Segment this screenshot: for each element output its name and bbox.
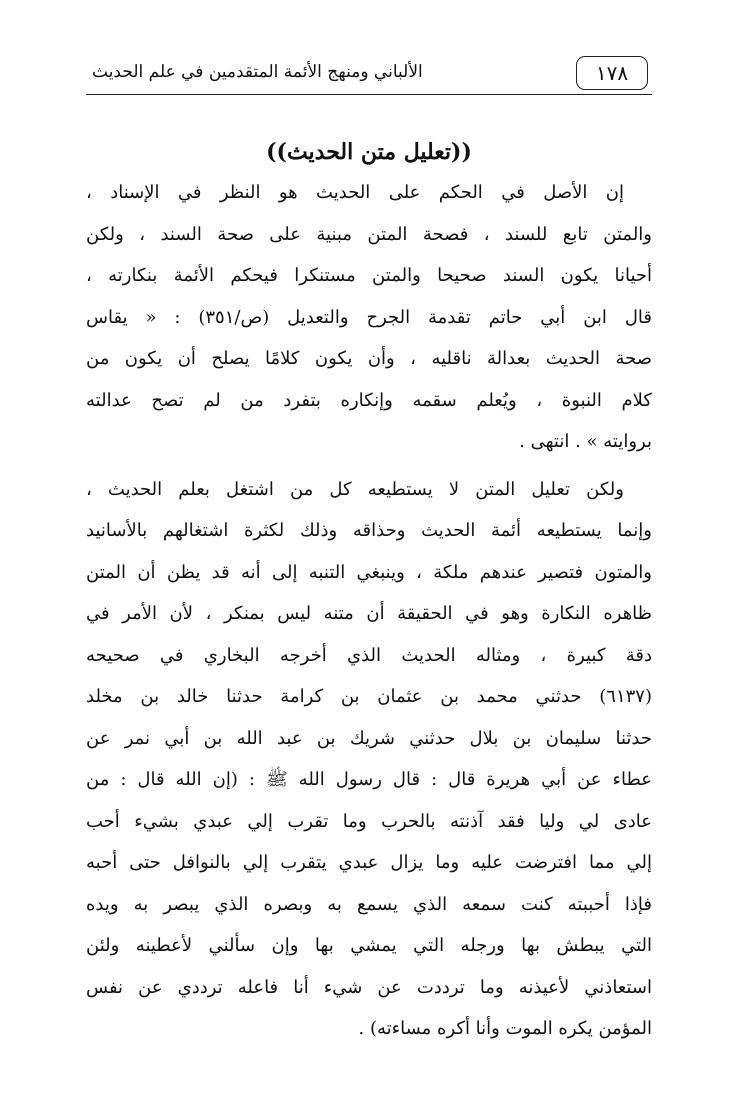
text-line: والمتون فتصير عندهم ملكة ، وينبغي التنبه إلى أنه قد يظن أن المتن: [86, 561, 652, 583]
text-line: التي يبطش بها ورجله التي يمشي بها وإن سألني لأعطينه ولئن: [86, 935, 652, 956]
running-header: [86, 52, 652, 98]
text-line: عطاء عن أبي هريرة قال : قال رسول الله ﷺ : (إن الله قال : من: [86, 769, 652, 790]
text-line: بروايته » . انتهى .: [519, 431, 652, 452]
header-divider: [86, 94, 652, 95]
text-line: والمتن تابع للسند ، فصحة المتن مبنية على صحة السند ، ولكن: [86, 223, 652, 245]
text-line: صحة الحديث بعدالة ناقليه ، وأن يكون كلامًا يصلح أن يكون من: [86, 348, 652, 369]
text-line: كلام النبوة ، ويُعلم سقمه وإنكاره بتفرد من لم تصح عدالته: [86, 389, 652, 411]
text-line: (٦١٣٧) حدثني محمد بن عثمان بن كرامة حدثنا خالد بن مخلد: [86, 686, 652, 707]
text-line: أحيانا يكون السند صحيحا والمتن مستنكرا فيحكم الأئمة بنكارته ،: [86, 265, 652, 286]
text-line: وإنما يستطيعه أئمة الحديث وحذاقه وذلك لكثرة اشتغالهم بالأسانيد: [86, 520, 652, 541]
text-line: إلي مما افترضت عليه وما يزال عبدي يتقرب إلي بالنوافل حتى أحبه: [86, 852, 652, 873]
paragraph-2: [86, 469, 652, 1050]
text-line: ظاهره النكارة وهو في الحقيقة أن متنه ليس بمنكر ، لأن الأمر في: [86, 603, 652, 624]
paragraph-1: [86, 172, 652, 463]
text-line: عادى لي وليا فقد آذنته بالحرب وما تقرب إلي عبدي بشيء أحب: [86, 810, 652, 832]
text-line: استعاذني لأعيذنه وما ترددت عن شيء أنا فاعله ترددي عن نفس: [86, 976, 652, 998]
text-line: فإذا أحببته كنت سمعه الذي يسمع به وبصره الذي يبصر به ويده: [86, 893, 652, 915]
running-header-title: الألباني ومنهج الأئمة المتقدمين في علم الحديث: [92, 62, 423, 82]
text-line: قال ابن أبي حاتم تقدمة الجرح والتعديل (ص/٣٥١) : « يقاس: [86, 306, 652, 328]
text-line: حدثنا سليمان بن بلال حدثني شريك بن عبد الله بن أبي نمر عن: [86, 727, 652, 749]
body-text: [86, 172, 652, 1050]
text-line: دقة كبيرة ، ومثاله الحديث الذي أخرجه البخاري في صحيحه: [86, 644, 652, 666]
text-line: ولكن تعليل المتن لا يستطيعه كل من اشتغل بعلم الحديث ،: [86, 478, 624, 500]
section-title: ((تعليل متن الحديث)): [266, 139, 472, 165]
page-number: ١٧٨: [576, 56, 648, 90]
text-line: إن الأصل في الحكم على الحديث هو النظر في الإسناد ،: [86, 182, 624, 203]
text-line: المؤمن يكره الموت وأنا أكره مساءته) .: [358, 1018, 652, 1039]
